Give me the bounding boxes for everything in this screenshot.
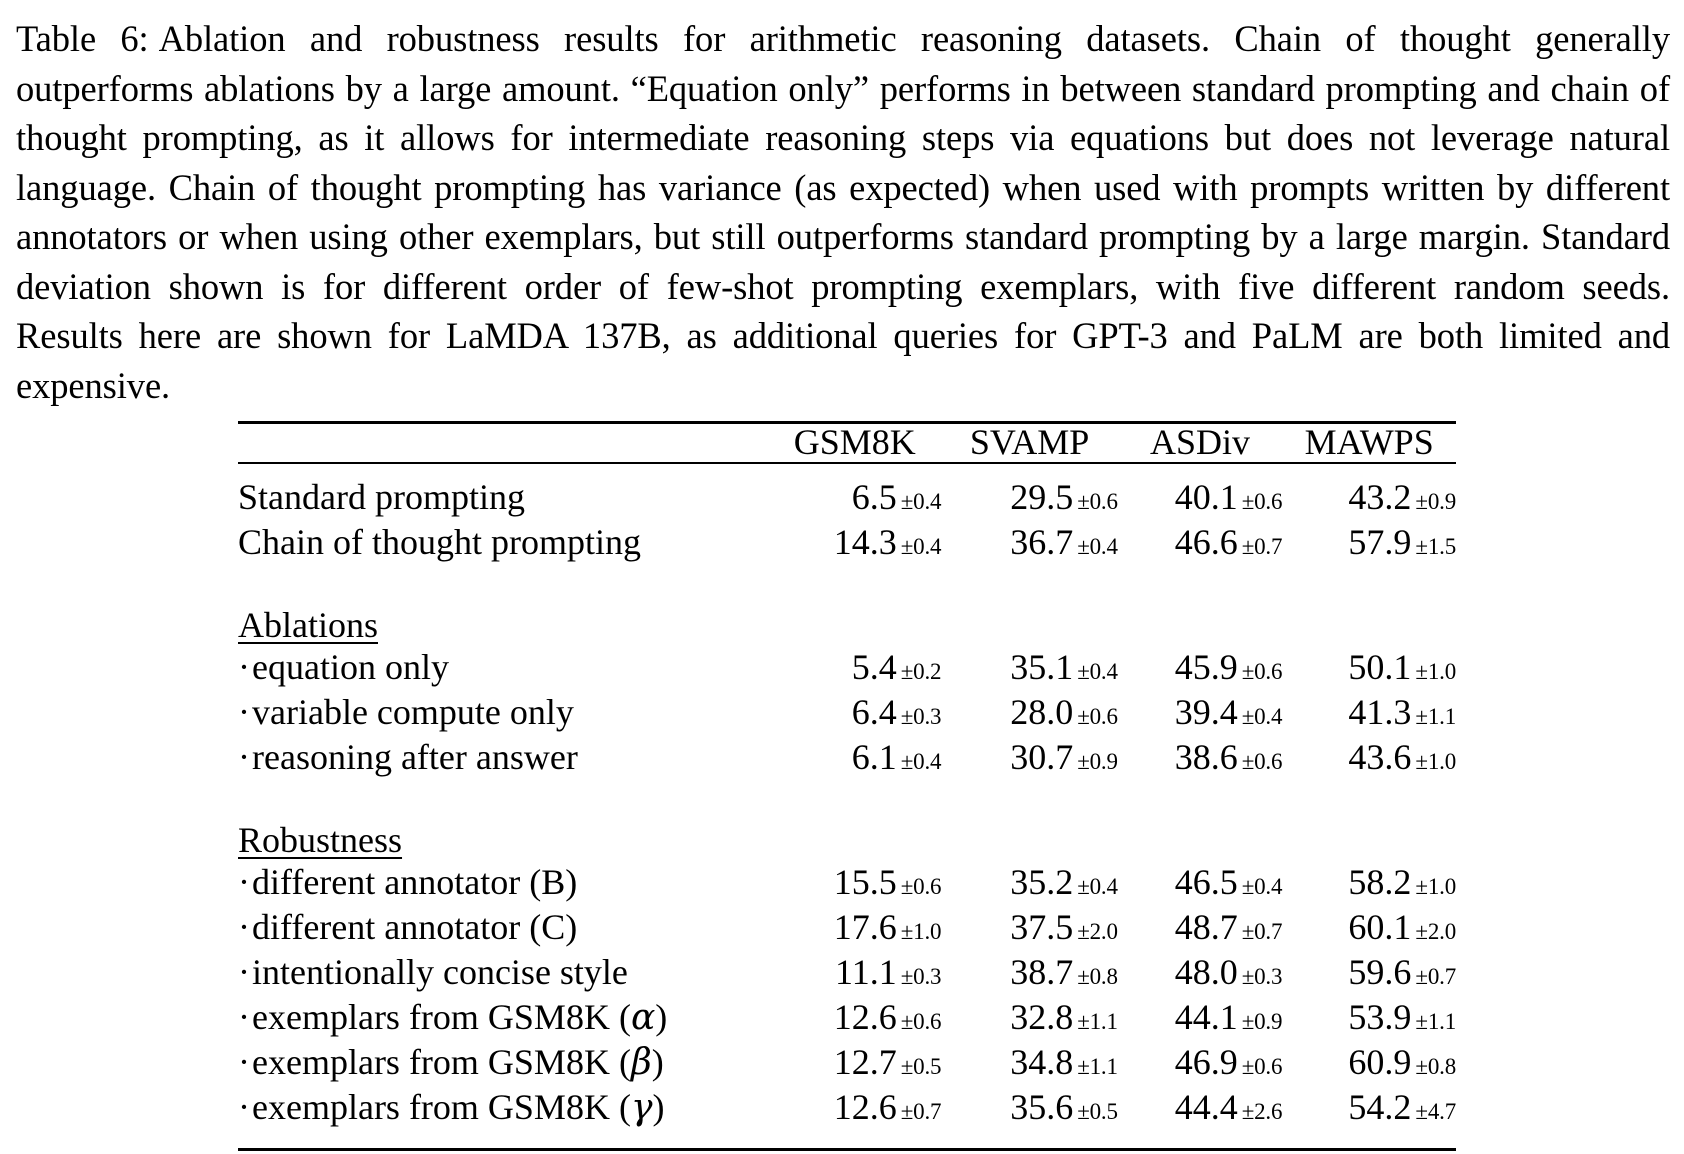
cell-svamp	[941, 692, 1117, 737]
cell-asdiv	[1118, 477, 1283, 522]
cell-stddev: ±0.7	[1242, 534, 1283, 559]
cell-stddev: ±0.5	[1077, 1099, 1118, 1124]
cell-stddev: ±2.0	[1415, 919, 1456, 944]
spacer-cell	[238, 782, 1456, 818]
column-header-mawps: MAWPS	[1282, 423, 1456, 461]
row-label: Standard prompting	[238, 477, 768, 522]
bullet-dot-icon: ·	[238, 737, 252, 778]
cell-stddev: ±0.3	[901, 964, 942, 989]
section-header-row	[238, 603, 1456, 647]
cell-value: 6.1	[852, 737, 897, 777]
cell-gsm8k	[768, 477, 941, 522]
cell-stddev: ±0.6	[1077, 489, 1118, 514]
row-label: ·different annotator (B)	[238, 862, 768, 907]
cell-stddev: ±0.3	[1242, 964, 1283, 989]
cell-value: 11.1	[835, 952, 897, 992]
table-row	[238, 692, 1456, 737]
cell-value: 12.7	[834, 1042, 897, 1082]
cell-mawps	[1282, 1087, 1456, 1132]
section-title-robustness	[238, 818, 1456, 862]
cell-value: 43.6	[1348, 737, 1411, 777]
cell-asdiv	[1118, 862, 1283, 907]
cell-asdiv	[1118, 737, 1283, 782]
cell-value: 6.4	[852, 692, 897, 732]
cell-gsm8k	[768, 1087, 941, 1132]
cell-svamp	[941, 862, 1117, 907]
cell-asdiv	[1118, 907, 1283, 952]
column-header-method	[238, 423, 768, 461]
cell-value: 54.2	[1348, 1087, 1411, 1127]
bullet-dot-icon: ·	[238, 952, 252, 993]
cell-stddev: ±0.4	[901, 749, 942, 774]
spacer-cell	[238, 463, 1456, 477]
column-header-gsm8k: GSM8K	[768, 423, 941, 461]
cell-stddev: ±0.5	[901, 1054, 942, 1079]
cell-stddev: ±1.1	[1077, 1009, 1118, 1034]
cell-mawps	[1282, 997, 1456, 1042]
cell-gsm8k	[768, 862, 941, 907]
row-label: ·exemplars from GSM8K (α)	[238, 997, 768, 1042]
table-row	[238, 522, 1456, 567]
section-header-row	[238, 818, 1456, 862]
cell-gsm8k	[768, 907, 941, 952]
cell-asdiv	[1118, 952, 1283, 997]
bullet-dot-icon: ·	[238, 1042, 252, 1083]
cell-value: 46.5	[1175, 862, 1238, 902]
table-row	[238, 477, 1456, 522]
bullet-dot-icon: ·	[238, 1087, 252, 1128]
cell-svamp	[941, 952, 1117, 997]
cell-stddev: ±0.6	[1242, 749, 1283, 774]
cell-value: 5.4	[852, 647, 897, 687]
cell-svamp	[941, 737, 1117, 782]
section-gap	[238, 782, 1456, 818]
cell-svamp	[941, 907, 1117, 952]
table-row	[238, 997, 1456, 1042]
cell-stddev: ±0.2	[901, 659, 942, 684]
cell-svamp	[941, 477, 1117, 522]
cell-stddev: ±0.9	[1242, 1009, 1283, 1034]
bullet-dot-icon: ·	[238, 907, 252, 948]
column-header-asdiv: ASDiv	[1118, 423, 1283, 461]
table-row	[238, 907, 1456, 952]
cell-mawps	[1282, 522, 1456, 567]
cell-stddev: ±0.6	[901, 874, 942, 899]
section-title-text: Ablations	[238, 605, 378, 645]
cell-value: 58.2	[1348, 862, 1411, 902]
cell-stddev: ±0.4	[901, 489, 942, 514]
bullet-dot-icon: ·	[238, 862, 252, 903]
cell-gsm8k	[768, 997, 941, 1042]
cell-asdiv	[1118, 1087, 1283, 1132]
greek-letter: α	[631, 997, 655, 1038]
caption-label: Table 6:	[16, 18, 149, 59]
table-row	[238, 647, 1456, 692]
column-header-svamp: SVAMP	[941, 423, 1117, 461]
cell-stddev: ±1.0	[1415, 874, 1456, 899]
cell-value: 45.9	[1175, 647, 1238, 687]
cell-svamp	[941, 1087, 1117, 1132]
cell-value: 35.1	[1010, 647, 1073, 687]
cell-asdiv	[1118, 1042, 1283, 1087]
cell-svamp	[941, 647, 1117, 692]
bottom-gap	[238, 1132, 1456, 1150]
bullet-dot-icon: ·	[238, 692, 252, 733]
cell-stddev: ±0.8	[1415, 1054, 1456, 1079]
cell-value: 41.3	[1348, 692, 1411, 732]
cell-stddev: ±1.0	[1415, 659, 1456, 684]
cell-stddev: ±1.5	[1415, 534, 1456, 559]
cell-value: 57.9	[1348, 522, 1411, 562]
cell-gsm8k	[768, 522, 941, 567]
cell-value: 35.2	[1010, 862, 1073, 902]
row-label: ·exemplars from GSM8K (γ)	[238, 1087, 768, 1132]
cell-mawps	[1282, 952, 1456, 997]
section-title-text: Robustness	[238, 820, 402, 860]
cell-stddev: ±0.6	[1242, 489, 1283, 514]
cell-value: 12.6	[834, 1087, 897, 1127]
cell-value: 48.0	[1175, 952, 1238, 992]
table-header-row	[238, 423, 1456, 461]
cell-gsm8k	[768, 1042, 941, 1087]
cell-mawps	[1282, 692, 1456, 737]
section-gap	[238, 567, 1456, 603]
cell-stddev: ±0.4	[1077, 874, 1118, 899]
cell-value: 60.1	[1348, 907, 1411, 947]
cell-stddev: ±0.6	[1242, 1054, 1283, 1079]
cell-value: 35.6	[1010, 1087, 1073, 1127]
cell-value: 44.4	[1175, 1087, 1238, 1127]
cell-mawps	[1282, 1042, 1456, 1087]
cell-stddev: ±0.7	[901, 1099, 942, 1124]
row-label: ·reasoning after answer	[238, 737, 768, 782]
cell-value: 40.1	[1175, 477, 1238, 517]
cell-stddev: ±0.4	[1077, 659, 1118, 684]
cell-value: 28.0	[1010, 692, 1073, 732]
cell-stddev: ±1.0	[901, 919, 942, 944]
cell-stddev: ±0.4	[1242, 874, 1283, 899]
table-row	[238, 1042, 1456, 1087]
cell-value: 46.6	[1175, 522, 1238, 562]
cell-stddev: ±0.4	[1242, 704, 1283, 729]
cell-mawps	[1282, 477, 1456, 522]
cell-stddev: ±0.4	[901, 534, 942, 559]
cell-asdiv	[1118, 647, 1283, 692]
row-label: ·different annotator (C)	[238, 907, 768, 952]
cell-mawps	[1282, 862, 1456, 907]
table-row	[238, 1087, 1456, 1132]
row-label: ·exemplars from GSM8K (β)	[238, 1042, 768, 1087]
table-row	[238, 737, 1456, 782]
cell-svamp	[941, 1042, 1117, 1087]
cell-stddev: ±0.9	[1415, 489, 1456, 514]
cell-value: 59.6	[1348, 952, 1411, 992]
cell-stddev: ±0.3	[901, 704, 942, 729]
row-label: ·equation only	[238, 647, 768, 692]
cell-value: 32.8	[1010, 997, 1073, 1037]
spacer-cell	[238, 1132, 1456, 1150]
cell-stddev: ±2.6	[1242, 1099, 1283, 1124]
cell-value: 38.7	[1010, 952, 1073, 992]
cell-mawps	[1282, 737, 1456, 782]
row-label: Chain of thought prompting	[238, 522, 768, 567]
cell-value: 60.9	[1348, 1042, 1411, 1082]
cell-stddev: ±1.0	[1415, 749, 1456, 774]
results-table-container	[10, 418, 1674, 1154]
cell-stddev: ±2.0	[1077, 919, 1118, 944]
cell-stddev: ±0.8	[1077, 964, 1118, 989]
cell-svamp	[941, 997, 1117, 1042]
cell-svamp	[941, 522, 1117, 567]
cell-value: 15.5	[834, 862, 897, 902]
spacer-cell	[238, 567, 1456, 603]
cell-asdiv	[1118, 997, 1283, 1042]
cell-stddev: ±0.6	[1242, 659, 1283, 684]
cell-mawps	[1282, 907, 1456, 952]
row-label: ·intentionally concise style	[238, 952, 768, 997]
cell-value: 14.3	[834, 522, 897, 562]
cell-gsm8k	[768, 692, 941, 737]
cell-value: 50.1	[1348, 647, 1411, 687]
cell-value: 43.2	[1348, 477, 1411, 517]
cell-gsm8k	[768, 647, 941, 692]
cell-stddev: ±0.7	[1242, 919, 1283, 944]
results-table	[238, 418, 1456, 1154]
cell-value: 17.6	[834, 907, 897, 947]
cell-mawps	[1282, 647, 1456, 692]
caption-text: Ablation and robustness results for arithmetic reasoning datasets. Chain of thought generally outperforms ablations by a large amount. “Equation only” performs in between standard prompting and chain of thought prompting, as it allows for intermediate reasoning steps via equations but does not leverage natural language. Chain of thought prompting has variance (as expected) when used with prompts written by different annotators or when using other exemplars, but still outperforms standard prompting by a large margin. Standard deviation shown is for different order of few-shot prompting exemplars, with five different random seeds. Results here are shown for LaMDA 137B, as additional queries for GPT-3 and PaLM are both limited and expensive.	[16, 18, 1670, 406]
cell-stddev: ±0.9	[1077, 749, 1118, 774]
section-title-ablations	[238, 603, 1456, 647]
greek-letter: γ	[631, 1087, 653, 1128]
cell-value: 30.7	[1010, 737, 1073, 777]
cell-value: 39.4	[1175, 692, 1238, 732]
cell-stddev: ±1.1	[1077, 1054, 1118, 1079]
cell-value: 36.7	[1010, 522, 1073, 562]
cell-value: 6.5	[852, 477, 897, 517]
cell-stddev: ±0.4	[1077, 534, 1118, 559]
cell-stddev: ±4.7	[1415, 1099, 1456, 1124]
cell-stddev: ±1.1	[1415, 1009, 1456, 1034]
cell-value: 38.6	[1175, 737, 1238, 777]
cell-stddev: ±0.6	[1077, 704, 1118, 729]
cell-value: 29.5	[1010, 477, 1073, 517]
cell-asdiv	[1118, 522, 1283, 567]
cell-value: 37.5	[1010, 907, 1073, 947]
cell-stddev: ±0.7	[1415, 964, 1456, 989]
table-row	[238, 862, 1456, 907]
greek-letter: β	[631, 1042, 652, 1083]
cell-value: 53.9	[1348, 997, 1411, 1037]
cell-value: 12.6	[834, 997, 897, 1037]
cell-stddev: ±1.1	[1415, 704, 1456, 729]
table-caption	[16, 14, 1670, 410]
cell-gsm8k	[768, 737, 941, 782]
bullet-dot-icon: ·	[238, 647, 252, 688]
header-spacer	[238, 463, 1456, 477]
cell-value: 46.9	[1175, 1042, 1238, 1082]
cell-value: 44.1	[1175, 997, 1238, 1037]
bullet-dot-icon: ·	[238, 997, 252, 1038]
table-row	[238, 952, 1456, 997]
cell-gsm8k	[768, 952, 941, 997]
cell-value: 48.7	[1175, 907, 1238, 947]
cell-value: 34.8	[1010, 1042, 1073, 1082]
cell-stddev: ±0.6	[901, 1009, 942, 1034]
row-label: ·variable compute only	[238, 692, 768, 737]
cell-asdiv	[1118, 692, 1283, 737]
